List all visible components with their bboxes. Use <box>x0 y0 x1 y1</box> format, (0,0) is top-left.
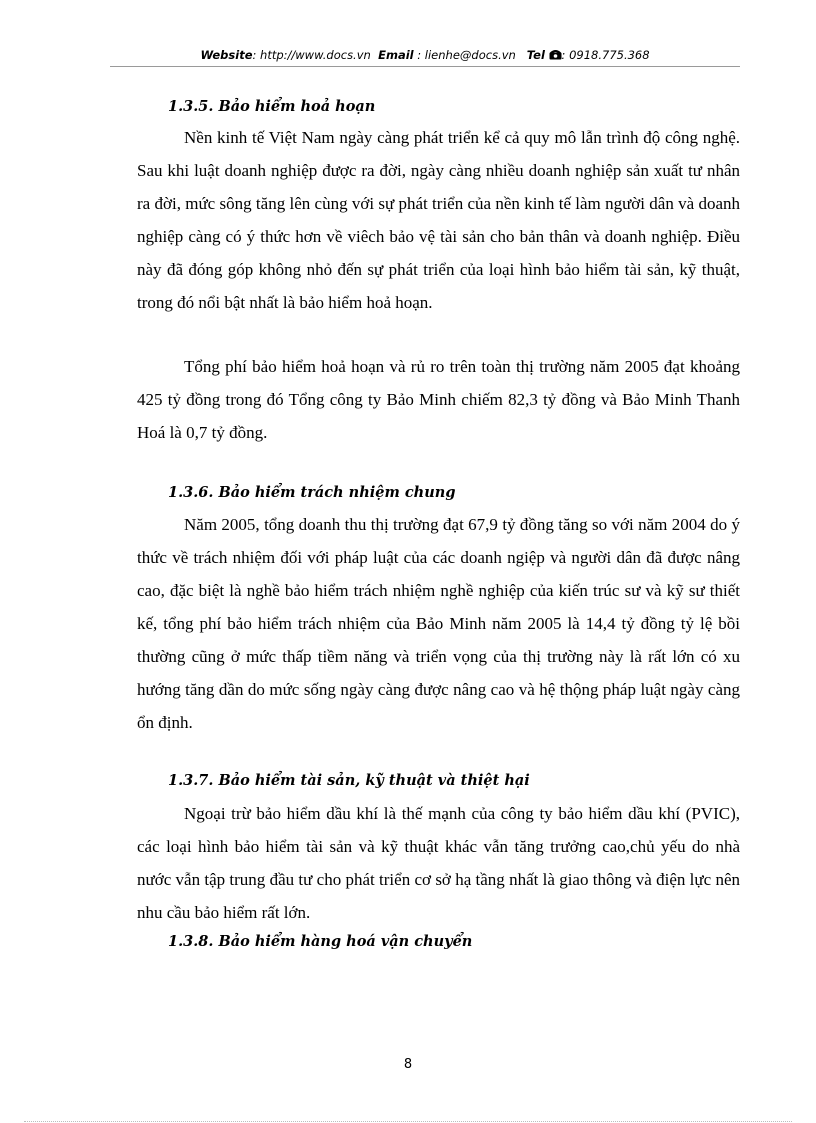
page-header <box>110 46 740 65</box>
page-bottom-edge <box>24 1121 792 1122</box>
section-1-3-6-paragraph-1: Năm 2005, tổng doanh thu thị trường đạt 67,9 tỷ đồng tăng so với năm 2004 do ý thức về trách nhiệm đối với pháp luật của các doanh ngiệp và người dân đã được nâng cao, đặc biệt là nghề bảo hiểm trách nhiệm nghề nghiệp của kiến trúc sư và kỹ sư thiết kế, tổng phí bảo hiểm trách nhiệm của Bảo Minh năm 2005 là 14,4 tỷ đồng tỷ lệ bồi thường cũng ở mức thấp tiềm năng và triển vọng của thị trường này là rất lớn có xu hướng tăng dần do mức sống ngày càng được nâng cao và hệ thộng pháp luật ngày càng ổn định. <box>137 515 740 732</box>
website-label: Website <box>200 48 253 62</box>
page-number: 8 <box>403 1057 413 1072</box>
email-value: : lienhe@docs.vn <box>413 48 516 62</box>
section-heading-1-3-5: 1.3.5. Bảo hiểm hoả hoạn <box>168 98 376 115</box>
section-1-3-5-paragraph-2: Tổng phí bảo hiểm hoả hoạn và rủ ro trên toàn thị trường năm 2005 đạt khoảng 425 tỷ đồng trong đó Tổng công ty Bảo Minh chiếm 82,3 tỷ đồng và Bảo Minh Thanh Hoá là 0,7 tỷ đồng. <box>137 357 740 442</box>
tel-value: : 0918.775.368 <box>561 48 650 62</box>
email-label: Email <box>378 48 414 62</box>
section-heading-1-3-6: 1.3.6. Bảo hiểm trách nhiệm chung <box>168 484 456 501</box>
section-heading-1-3-7: 1.3.7. Bảo hiểm tài sản, kỹ thuật và thiệt hại <box>168 772 530 789</box>
website-value: : http://www.docs.vn <box>252 48 371 62</box>
tel-label: Tel <box>526 48 545 62</box>
section-1-3-7-paragraph-1: Ngoại trừ bảo hiểm dầu khí là thế mạnh của công ty bảo hiểm dầu khí (PVIC), các loại hình bảo hiểm tài sản và kỹ thuật khác vẫn tăng trưởng cao,chủ yếu do nhà nước vẫn tập trung đầu tư cho phát triển cơ sở hạ tầng nhất là giao thông và điện lực nên nhu cầu bảo hiểm rất lớn. <box>137 804 740 922</box>
section-heading-1-3-8: 1.3.8. Bảo hiểm hàng hoá vận chuyển <box>168 933 473 950</box>
header-rule <box>110 66 740 67</box>
section-1-3-5-paragraph-1: Nền kinh tế Việt Nam ngày càng phát triển kể cả quy mô lẫn trình độ công nghệ. Sau khi luật doanh nghiệp được ra đời, ngày càng nhiều doanh nghiệp sản xuất tư nhân ra đời, mức sông tăng lên cùng với sự phát triển của nền kinh tế làm người dân và doanh nghiệp càng có ý thức hơn về viêch bảo vệ tài sản cho bản thân và doanh nghiệp. Điều này đã đóng góp không nhỏ đến sự phát triển của loại hình bảo hiểm tài sản, kỹ thuật, trong đó nổi bật nhất là bảo hiểm hoả hoạn. <box>137 128 740 312</box>
phone-icon <box>549 47 562 65</box>
